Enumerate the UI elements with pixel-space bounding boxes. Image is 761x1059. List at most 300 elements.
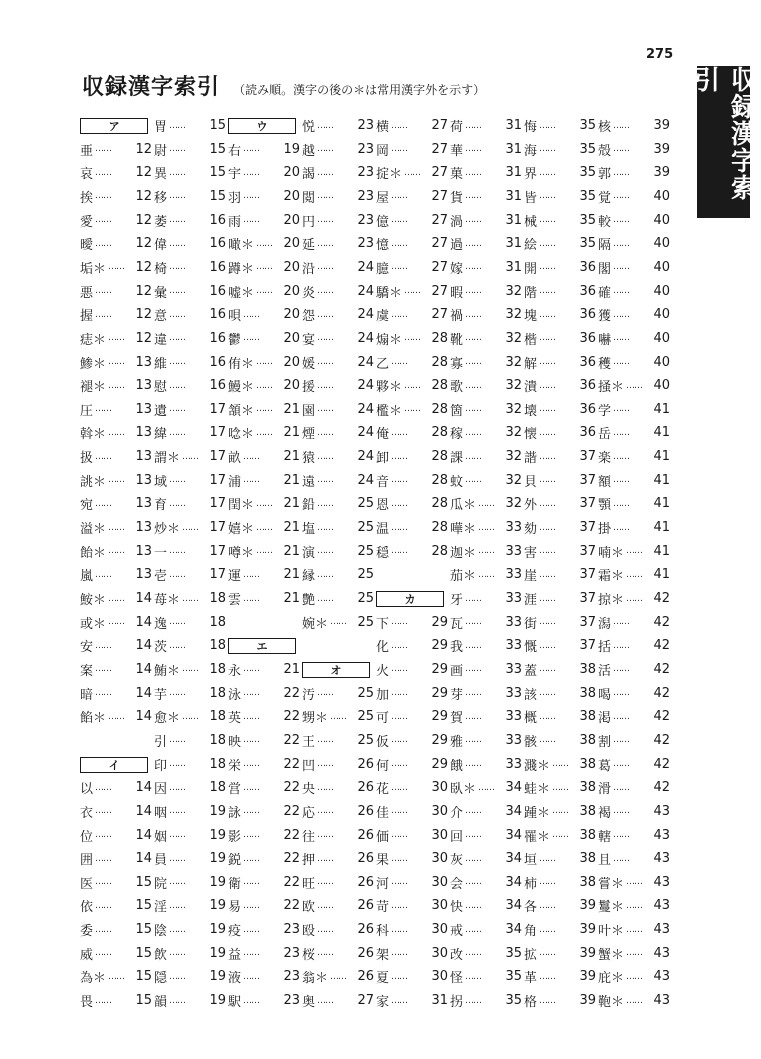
index-entry	[450, 445, 522, 468]
entry-leader: ……	[169, 569, 186, 580]
entry-page: 28	[431, 543, 448, 559]
index-entry	[598, 871, 670, 894]
entry-kanji: 鮟＊	[80, 593, 107, 608]
entry-page: 26	[357, 922, 374, 938]
entry-page: 23	[283, 922, 300, 938]
entry-page: 13	[135, 378, 152, 394]
entry-page: 17	[209, 520, 226, 536]
entry-page: 16	[209, 259, 226, 275]
index-entry	[302, 185, 374, 208]
entry-kanji: 壱	[154, 569, 168, 585]
index-entry	[376, 682, 448, 705]
index-entry	[302, 469, 374, 492]
entry-leader: ……	[539, 877, 556, 888]
entry-kanji: 踵＊	[524, 805, 551, 821]
index-entry	[450, 492, 522, 515]
index-entry	[80, 445, 152, 468]
index-entry	[302, 303, 374, 326]
entry-kanji: 格	[524, 995, 538, 1011]
index-entry	[228, 705, 300, 728]
entry-kanji: 懐	[524, 427, 538, 443]
index-entry	[376, 256, 448, 279]
index-entry	[302, 232, 374, 255]
entry-kanji: 維	[154, 356, 168, 372]
index-entry	[376, 516, 448, 539]
index-entry	[80, 374, 152, 397]
entry-leader: ……	[243, 475, 260, 486]
entry-page: 13	[135, 472, 152, 488]
entry-leader: ……	[539, 688, 556, 699]
entry-kanji: 嘗＊	[598, 876, 625, 892]
entry-leader: ……	[169, 380, 186, 391]
entry-page: 17	[209, 425, 226, 441]
entry-kanji: 頷＊	[228, 403, 255, 419]
entry-page: 38	[579, 661, 596, 677]
index-entry	[154, 280, 226, 303]
entry-leader: ……	[626, 924, 643, 935]
index-entry	[302, 824, 374, 847]
entry-kanji: 俺	[376, 427, 390, 443]
index-entry	[524, 776, 596, 799]
entry-kanji: 掠＊	[598, 593, 625, 608]
entry-page: 30	[431, 945, 448, 961]
entry-page: 29	[431, 685, 448, 701]
entry-kanji: 閏＊	[228, 498, 255, 514]
entry-kanji: 柿	[524, 876, 538, 892]
entry-kanji: 遺	[154, 403, 168, 419]
index-entry	[154, 776, 226, 799]
index-entry	[154, 398, 226, 421]
entry-page: 25	[357, 732, 374, 748]
entry-page: 28	[431, 520, 448, 536]
entry-kanji: 婉＊	[302, 616, 329, 632]
entry-page: 39	[579, 922, 596, 938]
index-entry	[450, 114, 522, 137]
index-entry	[228, 989, 300, 1012]
index-entry	[376, 989, 448, 1012]
entry-leader: ……	[539, 333, 556, 344]
entry-leader: ……	[95, 191, 112, 202]
entry-leader: ……	[465, 404, 482, 415]
entry-leader: ……	[256, 262, 273, 273]
index-entry	[302, 918, 374, 941]
entry-page: 38	[579, 851, 596, 867]
entry-leader: ……	[478, 782, 495, 793]
page-subtitle: （読み順。漢字の後の＊は常用漢字外を示す）	[233, 83, 486, 97]
entry-kanji: 鬘＊	[598, 900, 625, 916]
entry-kanji: 以	[80, 782, 94, 798]
index-entry	[598, 421, 670, 444]
entry-page: 21	[283, 591, 300, 606]
entry-leader: ……	[317, 735, 334, 746]
index-entry	[154, 824, 226, 847]
entry-leader: ……	[539, 640, 556, 651]
entry-kanji: 永	[228, 663, 242, 679]
entry-leader: ……	[182, 451, 199, 462]
index-entry	[598, 800, 670, 823]
entry-kanji: 茄＊	[450, 569, 477, 585]
entry-page: 35	[579, 118, 596, 133]
entry-kanji: 過	[450, 238, 464, 254]
entry-page: 37	[579, 496, 596, 512]
entry-kanji: 佳	[376, 805, 390, 821]
index-entry	[154, 871, 226, 894]
index-entry	[450, 351, 522, 374]
entry-leader: ……	[243, 711, 260, 722]
entry-kanji: 院	[154, 876, 168, 892]
index-entry	[302, 989, 374, 1012]
entry-page: 20	[283, 378, 300, 394]
entry-leader: ……	[465, 971, 482, 982]
entry-kanji: 褪＊	[80, 380, 107, 396]
entry-page: 26	[357, 945, 374, 961]
index-entry	[376, 138, 448, 161]
entry-leader: ……	[391, 664, 408, 675]
index-entry	[302, 540, 374, 563]
entry-page: 43	[653, 945, 670, 961]
entry-kanji: 茨	[154, 640, 168, 656]
entry-kanji: 斡＊	[80, 427, 107, 443]
index-entry	[376, 492, 448, 515]
entry-page: 30	[431, 803, 448, 819]
entry-leader: ……	[465, 806, 482, 817]
index-entry	[228, 658, 300, 681]
entry-leader: ……	[317, 427, 334, 438]
entry-kanji: 活	[598, 663, 612, 679]
index-entry	[80, 398, 152, 421]
entry-page: 16	[209, 212, 226, 228]
index-entry	[228, 351, 300, 374]
index-entry	[376, 871, 448, 894]
index-entry	[450, 705, 522, 728]
entry-kanji: 噂＊	[228, 545, 255, 561]
side-index-tab-label: 収録漢字索引	[689, 66, 757, 201]
entry-page: 43	[653, 922, 670, 938]
entry-page: 22	[283, 709, 300, 725]
entry-kanji: 濺＊	[524, 758, 551, 774]
entry-page: 19	[209, 803, 226, 819]
entry-leader: ……	[182, 664, 199, 675]
entry-kanji: 怪	[450, 971, 464, 987]
entry-leader: ……	[552, 806, 569, 817]
entry-kanji: 援	[302, 380, 316, 396]
index-entry	[154, 351, 226, 374]
entry-kanji: 畝	[228, 451, 242, 467]
entry-kanji: 芋	[154, 687, 168, 703]
entry-page: 43	[653, 827, 670, 843]
entry-page: 31	[505, 141, 522, 157]
entry-leader: ……	[317, 380, 334, 391]
entry-kanji: 菓	[450, 167, 464, 183]
entry-page: 25	[357, 520, 374, 536]
entry-leader: ……	[243, 451, 260, 462]
entry-leader: ……	[169, 995, 186, 1006]
index-entry	[80, 611, 152, 634]
entry-kanji: 殴	[302, 924, 316, 940]
entry-kanji: 迦＊	[450, 545, 477, 561]
entry-leader: ……	[391, 900, 408, 911]
entry-leader: ……	[169, 853, 186, 864]
index-entry	[228, 374, 300, 397]
entry-leader: ……	[465, 688, 482, 699]
entry-leader: ……	[317, 995, 334, 1006]
index-entry	[154, 611, 226, 634]
index-entry	[524, 185, 596, 208]
entry-kanji: 寡	[450, 356, 464, 372]
entry-page: 38	[579, 709, 596, 725]
entry-leader: ……	[613, 427, 630, 438]
index-entry	[450, 942, 522, 965]
entry-leader: ……	[391, 948, 408, 959]
entry-page: 18	[209, 661, 226, 677]
index-entry	[450, 327, 522, 350]
index-entry	[154, 847, 226, 870]
index-entry	[376, 800, 448, 823]
entry-page: 37	[579, 614, 596, 630]
index-entry	[376, 327, 448, 350]
entry-page: 42	[653, 709, 670, 725]
entry-leader: ……	[613, 404, 630, 415]
index-entry	[524, 256, 596, 279]
index-entry	[154, 587, 226, 610]
entry-leader: ……	[539, 498, 556, 509]
entry-page: 13	[135, 496, 152, 512]
index-entry	[524, 516, 596, 539]
entry-page: 41	[653, 543, 670, 559]
index-entry	[450, 587, 522, 610]
entry-page: 15	[135, 874, 152, 890]
entry-kanji: 回	[450, 829, 464, 845]
entry-leader: ……	[391, 971, 408, 982]
entry-leader: ……	[169, 498, 186, 509]
entry-leader: ……	[108, 427, 125, 438]
index-entry	[598, 256, 670, 279]
entry-leader: ……	[169, 215, 186, 226]
index-entry	[524, 611, 596, 634]
entry-kanji: 学	[598, 403, 612, 419]
entry-leader: ……	[465, 735, 482, 746]
entry-leader: ……	[256, 427, 273, 438]
index-entry	[228, 682, 300, 705]
entry-leader: ……	[465, 475, 482, 486]
entry-kanji: 皆	[524, 190, 538, 206]
entry-leader: ……	[95, 144, 112, 155]
entry-leader: ……	[108, 357, 125, 367]
entry-page: 26	[357, 780, 374, 796]
entry-leader: ……	[539, 238, 556, 249]
entry-page: 35	[579, 165, 596, 181]
entry-page: 35	[579, 141, 596, 157]
index-entry	[302, 209, 374, 232]
entry-kanji: 閲	[302, 190, 316, 206]
entry-page: 42	[653, 780, 670, 796]
section-header: ア	[80, 118, 148, 134]
index-entry	[376, 753, 448, 776]
index-entry	[524, 587, 596, 610]
index-entry	[228, 800, 300, 823]
entry-page: 36	[579, 330, 596, 346]
index-entry	[80, 351, 152, 374]
index-entry	[154, 256, 226, 279]
entry-kanji: 滑	[598, 782, 612, 798]
entry-kanji: 暇	[450, 285, 464, 301]
entry-kanji: 核	[598, 120, 612, 135]
entry-page: 12	[135, 283, 152, 299]
entry-page: 22	[283, 874, 300, 890]
entry-page: 29	[431, 614, 448, 630]
index-entry	[302, 965, 374, 988]
entry-kanji: 瓦	[450, 616, 464, 632]
entry-leader: ……	[317, 167, 334, 178]
entry-leader: ……	[95, 286, 112, 297]
entry-kanji: 街	[524, 616, 538, 632]
entry-leader: ……	[613, 688, 630, 699]
index-entry	[450, 161, 522, 184]
entry-page: 14	[135, 614, 152, 630]
entry-page: 14	[135, 780, 152, 796]
entry-leader: ……	[256, 380, 273, 391]
entry-leader: ……	[539, 286, 556, 297]
entry-leader: ……	[95, 995, 112, 1006]
entry-page: 16	[209, 330, 226, 346]
entry-leader: ……	[243, 569, 260, 580]
entry-page: 32	[505, 378, 522, 394]
entry-page: 13	[135, 567, 152, 583]
entry-page: 42	[653, 638, 670, 654]
entry-page: 39	[653, 141, 670, 157]
entry-page: 34	[505, 780, 522, 796]
entry-leader: ……	[613, 806, 630, 817]
index-entry	[450, 540, 522, 563]
entry-leader: ……	[391, 309, 408, 320]
entry-page: 20	[283, 283, 300, 299]
entry-page: 30	[431, 898, 448, 914]
entry-leader: ……	[169, 640, 186, 651]
index-entry	[524, 658, 596, 681]
entry-page: 20	[283, 259, 300, 275]
entry-leader: ……	[465, 167, 482, 178]
entry-leader: ……	[391, 759, 408, 770]
index-entry	[302, 611, 374, 634]
entry-kanji: 諧	[524, 451, 538, 467]
entry-kanji: 荷	[450, 120, 464, 135]
entry-kanji: 甥＊	[302, 711, 329, 727]
entry-leader: ……	[108, 522, 125, 533]
index-entry	[598, 824, 670, 847]
entry-kanji: 塊	[524, 309, 538, 325]
entry-kanji: 印	[154, 758, 168, 774]
entry-kanji: 介	[450, 805, 464, 821]
entry-page: 38	[579, 780, 596, 796]
entry-page: 32	[505, 401, 522, 417]
entry-leader: ……	[169, 924, 186, 935]
entry-page: 27	[431, 118, 448, 133]
entry-leader: ……	[391, 215, 408, 226]
entry-page: 19	[209, 874, 226, 890]
entry-page: 28	[431, 330, 448, 346]
index-entry	[598, 894, 670, 917]
entry-leader: ……	[391, 191, 408, 202]
index-entry	[524, 303, 596, 326]
entry-page: 21	[283, 496, 300, 512]
index-entry	[154, 445, 226, 468]
index-entry	[80, 847, 152, 870]
entry-kanji: 憶	[376, 238, 390, 254]
index-entry	[376, 705, 448, 728]
index-entry	[302, 563, 374, 586]
entry-leader: ……	[330, 711, 347, 722]
entry-leader: ……	[539, 404, 556, 415]
entry-leader: ……	[613, 617, 630, 628]
entry-page: 19	[209, 922, 226, 938]
entry-kanji: 影	[228, 829, 242, 845]
entry-leader: ……	[539, 546, 556, 557]
entry-kanji: 移	[154, 190, 168, 206]
index-entry	[154, 918, 226, 941]
entry-leader: ……	[465, 830, 482, 840]
entry-page: 18	[209, 614, 226, 630]
entry-kanji: 痣＊	[80, 332, 107, 348]
entry-kanji: 衛	[228, 876, 242, 892]
entry-page: 40	[653, 283, 670, 299]
entry-leader: ……	[243, 664, 260, 675]
entry-kanji: 壊	[524, 403, 538, 419]
index-entry	[302, 327, 374, 350]
entry-kanji: 火	[376, 663, 390, 679]
entry-kanji: 餓	[450, 758, 464, 774]
entry-leader: ……	[626, 569, 643, 580]
entry-leader: ……	[478, 498, 495, 509]
index-entry	[80, 634, 152, 657]
entry-leader: ……	[404, 404, 421, 415]
index-entry	[450, 634, 522, 657]
index-column	[524, 114, 598, 1014]
entry-page: 18	[209, 709, 226, 725]
entry-page: 27	[431, 212, 448, 228]
index-entry	[80, 303, 152, 326]
index-entry	[598, 587, 670, 610]
entry-leader: ……	[539, 522, 556, 533]
entry-kanji: 夏	[376, 971, 390, 987]
entry-leader: ……	[539, 475, 556, 486]
index-entry	[154, 540, 226, 563]
entry-kanji: 縁	[302, 569, 316, 585]
index-entry	[302, 776, 374, 799]
index-entry	[524, 634, 596, 657]
index-entry	[154, 421, 226, 444]
entry-page: 27	[431, 236, 448, 252]
index-entry	[302, 729, 374, 752]
entry-leader: ……	[169, 782, 186, 793]
entry-page: 25	[357, 496, 374, 512]
entry-page: 23	[357, 236, 374, 252]
entry-page: 19	[209, 827, 226, 843]
entry-page: 21	[283, 425, 300, 441]
entry-page: 41	[653, 496, 670, 512]
entry-kanji: 霜＊	[598, 569, 625, 585]
index-entry	[376, 776, 448, 799]
entry-leader: ……	[95, 309, 112, 320]
entry-kanji: 箇	[450, 403, 464, 419]
index-entry	[228, 540, 300, 563]
entry-kanji: 音	[376, 474, 390, 490]
entry-page: 31	[505, 212, 522, 228]
entry-leader: ……	[613, 309, 630, 320]
entry-kanji: 応	[302, 805, 316, 821]
index-entry	[228, 516, 300, 539]
entry-kanji: 革	[524, 971, 538, 987]
entry-kanji: 郭	[598, 167, 612, 183]
